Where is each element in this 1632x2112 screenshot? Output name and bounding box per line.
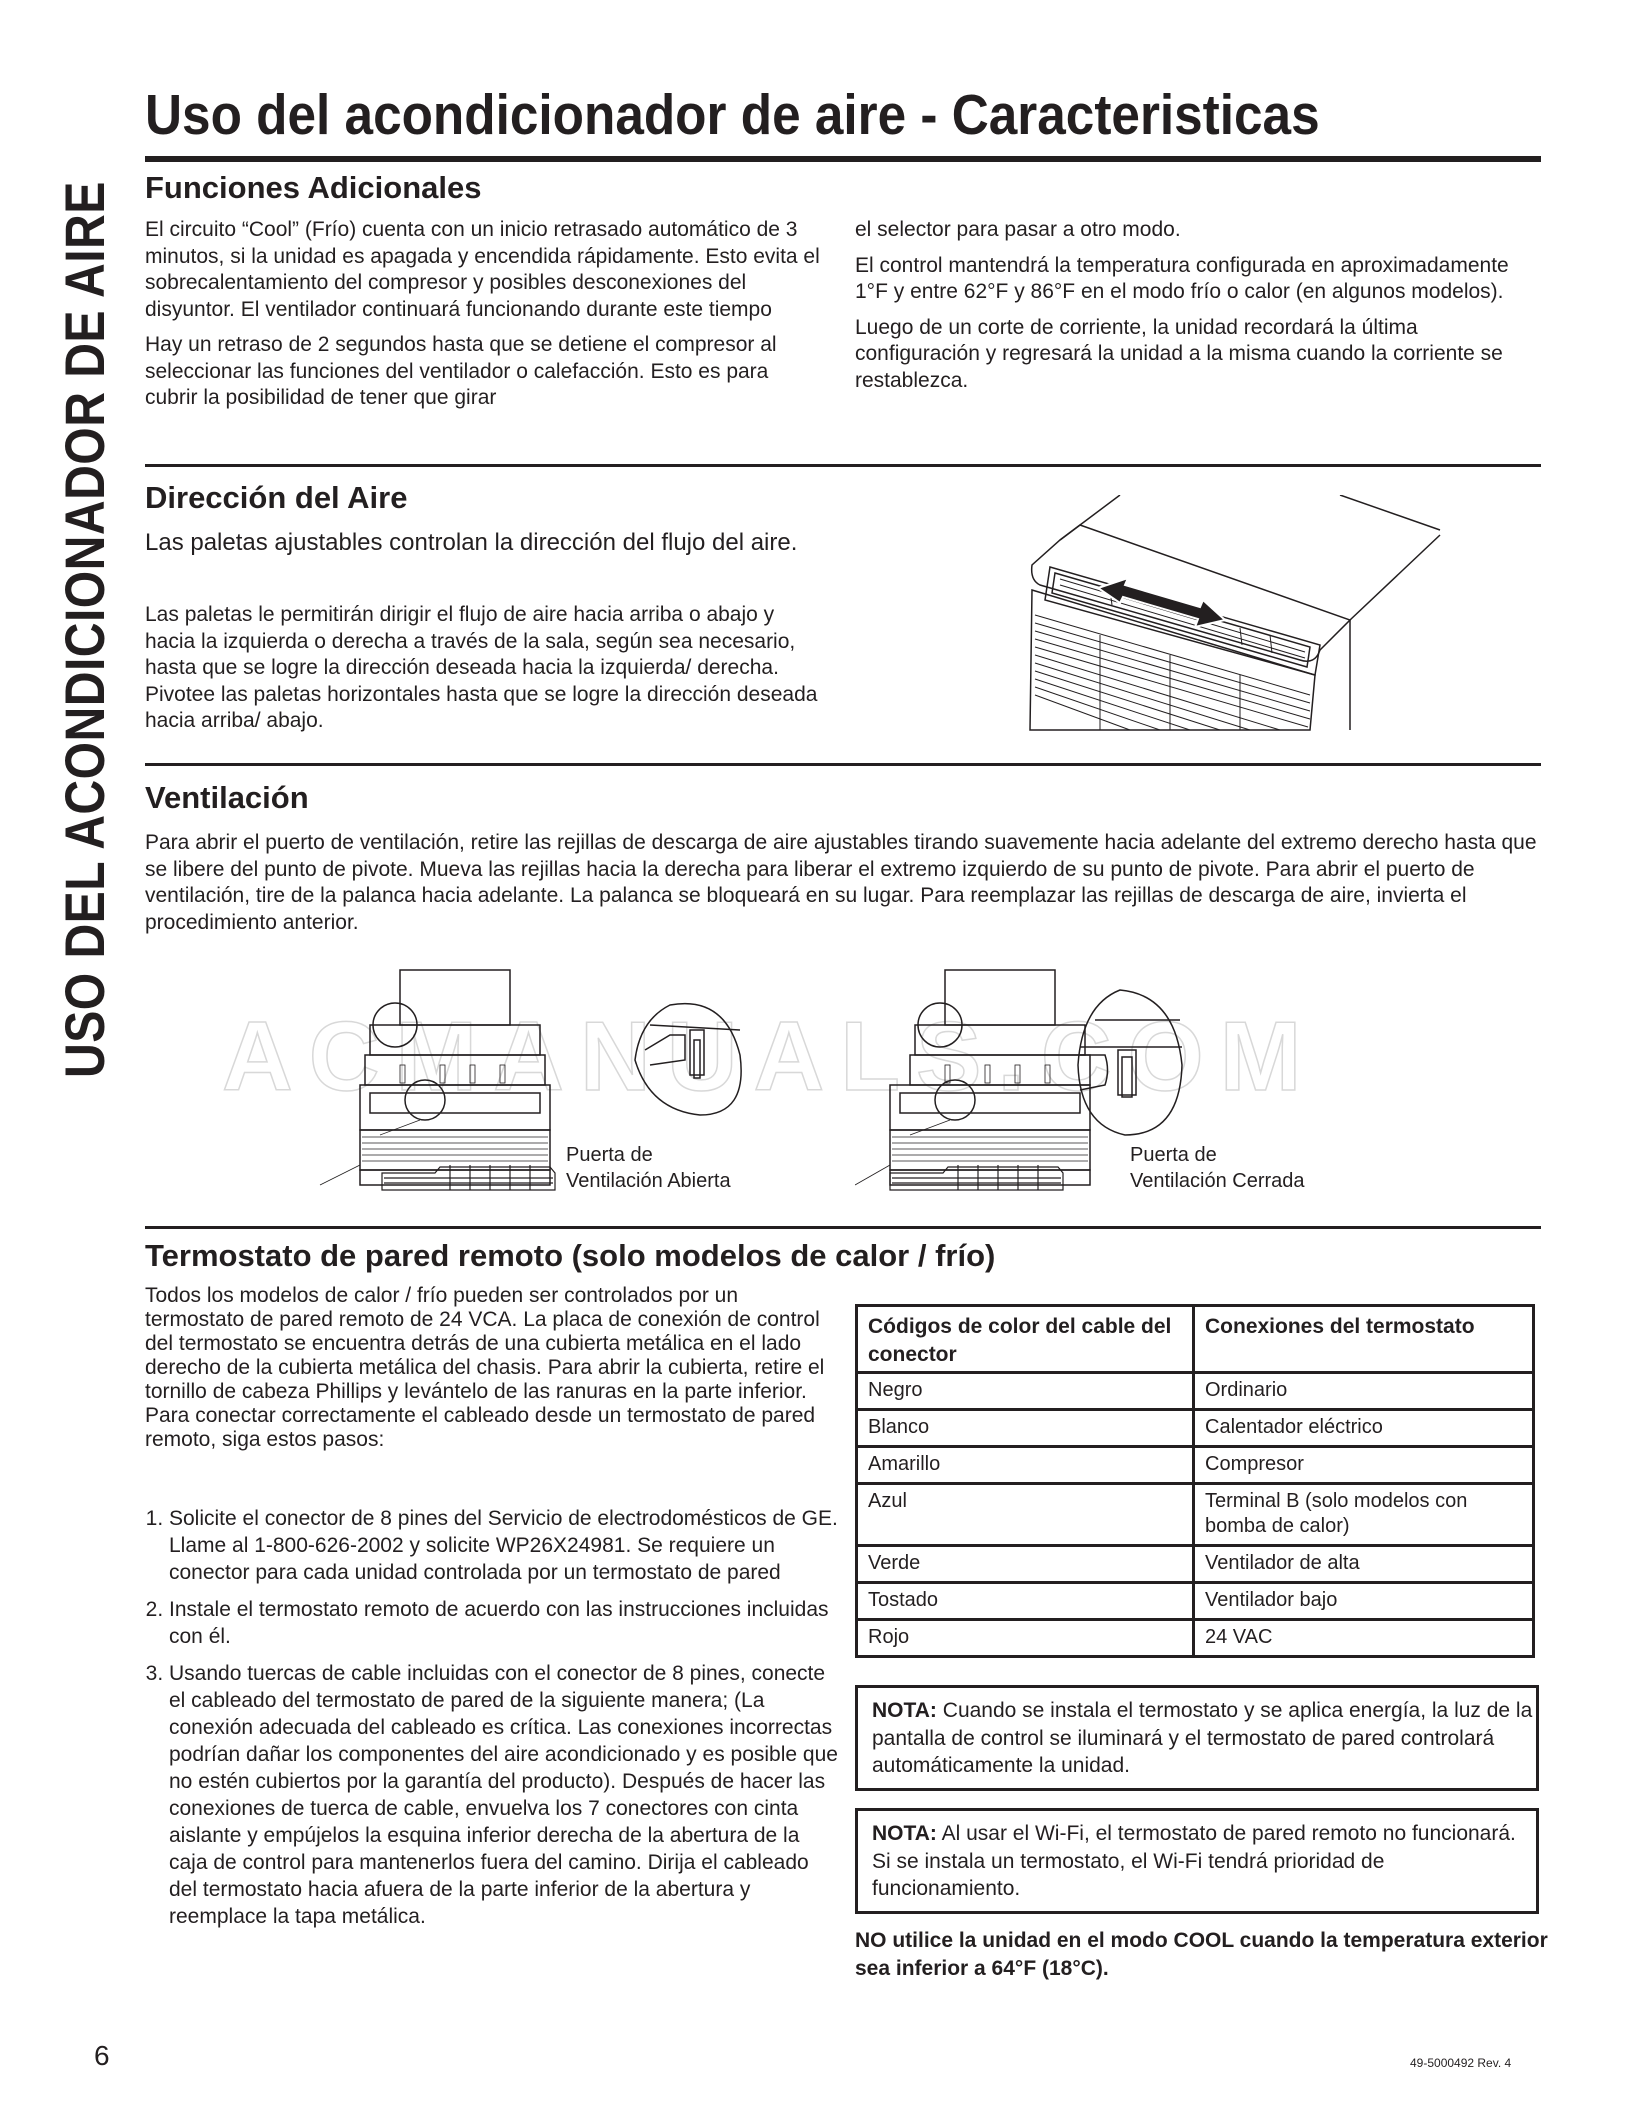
table-row (857, 1546, 1534, 1583)
heading-funciones-adicionales: Funciones Adicionales (145, 170, 482, 205)
funciones-paragraph: el selector para pasar a otro modo. (855, 218, 1181, 241)
vent-open-unit-illustration (310, 965, 555, 1190)
vent-open-detail-illustration (630, 1000, 750, 1120)
table-row (857, 1583, 1534, 1620)
section-divider (145, 763, 1541, 766)
table-cell: Tostado (857, 1583, 1194, 1620)
direccion-body: Las paletas le permitirán dirigir el flujo de aire hacia arriba o abajo y hacia la izquierda o derecha a través de la sala, según sea necesario, hasta que se logre la dirección deseada hacia la izquierda/ derecha. Pivotee las paletas horizontales hasta que se logre la dirección deseada hacia arriba/ abajo. (145, 603, 818, 732)
vent-closed-detail-illustration (1070, 985, 1190, 1140)
table-row (857, 1410, 1534, 1447)
table-cell: Verde (857, 1546, 1194, 1583)
table-header-row (857, 1306, 1534, 1373)
caption-line: Puerta de (1130, 1144, 1217, 1166)
table-cell: Negro (857, 1373, 1194, 1410)
note-text: Cuando se instala el termostato y se aplica energía, la luz de la pantalla de control se iluminará y el termostato de pared controlará automáticamente la unidad. (872, 1699, 1533, 1777)
step-item: 3. Usando tuercas de cable incluidas con el conector de 8 pines, conecte el cableado del termostato de pared de la siguiente manera; (La conexión adecuada del cableado es crítica. Las conexiones incorrectas podrían dañar los componentes del aire acondicionado y es posible que no estén cubiertos por la garantía del producto). Después de hacer las conexiones de tuerca de cable, envuelva los 7 conectores con cinta aislante y empújelos la esquina inferior derecha de la abertura de la caja de control para mantenerlos fuera del camino. Dirija el cableado del termostato hacia afuera de la parte inferior de la abertura y reemplace la tapa metálica. (169, 1660, 839, 1930)
vent-louver-open-illustration (380, 1165, 560, 1195)
step-item: 1. Solicite el conector de 8 pines del Servicio de electrodomésticos de GE. Llame al 1-800-626-2002 y solicite WP26X24981. Se requiere un conector para cada unidad controlada por un termostato de pared (169, 1505, 839, 1586)
document-id: 49-5000492 Rev. 4 (1410, 2056, 1512, 2070)
vent-louver-closed-illustration (888, 1165, 1068, 1195)
termostato-steps (145, 1505, 839, 1940)
table-header-color-codes: Códigos de color del cable del conector (857, 1306, 1194, 1373)
table-cell: Azul (857, 1484, 1194, 1546)
page-title: Uso del acondicionador de aire - Caracteristicas (145, 83, 1320, 147)
funciones-right-column (855, 217, 1515, 403)
table-cell: Ventilador de alta (1194, 1546, 1534, 1583)
table-cell: Terminal B (solo modelos con bomba de calor) (1194, 1484, 1534, 1546)
table-row (857, 1447, 1534, 1484)
funciones-left-column (145, 217, 825, 421)
termostato-intro: Todos los modelos de calor / frío pueden ser controlados por un termostato de pared remoto de 24 VCA. La placa de conexión de control del termostato se encuentra detrás de una cubierta metálica en el lado derecho de la cubierta metálica del chasis. Para abrir la cubierta, retire el tornillo de cabeza Phillips y levántelo de las ranuras en la parte inferior. Para conectar correctamente el cableado desde un termostato de pared remoto, siga estos pasos: (145, 1284, 825, 1451)
section-divider (145, 464, 1541, 467)
table-cell: Blanco (857, 1410, 1194, 1447)
heading-ventilacion: Ventilación (145, 780, 309, 815)
table-row (857, 1373, 1534, 1410)
table-cell: Ordinario (1194, 1373, 1534, 1410)
section-divider (145, 1226, 1541, 1229)
heading-termostato: Termostato de pared remoto (solo modelos de calor / frío) (145, 1238, 996, 1273)
funciones-paragraph: Luego de un corte de corriente, la unidad recordará la última configuración y regresará la unidad a la misma cuando la corriente se restablezca. (855, 315, 1503, 392)
caption-line: Ventilación Abierta (566, 1170, 731, 1192)
ventilacion-body: Para abrir el puerto de ventilación, retire las rejillas de descarga de aire ajustables tirando suavemente hacia adelante del extremo derecho hasta que se libere del punto de pivote. Mueva las rejillas hacia la derecha para liberar el extremo izquierdo de su punto de pivote. Para abrir el puerto de ventilación, tire de la palanca hacia adelante. La palanca se bloqueará en su lugar. Para reemplazar las rejillas de descarga de aire, invierta el procedimiento anterior. (145, 831, 1537, 934)
table-header-connections: Conexiones del termostato (1194, 1306, 1534, 1373)
watermark: ACMANUALS.COM (222, 1001, 1318, 1111)
step-item: 2. Instale el termostato remoto de acuerdo con las instrucciones incluidas con él. (169, 1596, 839, 1650)
title-rule (145, 156, 1541, 162)
table-cell: Ventilador bajo (1194, 1583, 1534, 1620)
side-tab-label: USO DEL ACONDICIONADOR DE AIRE (53, 181, 116, 1078)
funciones-paragraph: Hay un retraso de 2 segundos hasta que se detiene el compresor al seleccionar las funciones del ventilador o calefacción. Esto es para cubrir la posibilidad de tener que girar (145, 333, 777, 409)
cool-mode-warning: NO utilice la unidad en el modo COOL cuando la temperatura exterior sea inferior a 64°F (18°C). (855, 1929, 1548, 1980)
caption-line: Ventilación Cerrada (1130, 1170, 1305, 1192)
note-label: NOTA: (872, 1699, 937, 1722)
air-direction-illustration (1020, 495, 1540, 735)
table-cell: Rojo (857, 1620, 1194, 1657)
wire-color-table (855, 1304, 1535, 1658)
heading-direccion-aire: Dirección del Aire (145, 480, 408, 515)
funciones-paragraph: El circuito “Cool” (Frío) cuenta con un inicio retrasado automático de 3 minutos, si la unidad es apagada y encendida rápidamente. Esto evita el sobrecalentamiento del compresor y posibles desconexiones del disyuntor. El ventilador continuará funcionando durante este tiempo (145, 218, 820, 321)
funciones-paragraph: El control mantendrá la temperatura configurada en aproximadamente 1°F y entre 62°F y 86°F en el modo frío o calor (en algunos modelos). (855, 253, 1509, 303)
caption-vent-closed (1130, 1142, 1305, 1194)
direccion-intro: Las paletas ajustables controlan la dirección del flujo del aire. (145, 529, 798, 556)
note-label: NOTA: (872, 1822, 937, 1845)
table-cell: Amarillo (857, 1447, 1194, 1484)
note-text: Al usar el Wi-Fi, el termostato de pared remoto no funcionará. Si se instala un termostato, el Wi-Fi tendrá prioridad de funcionamiento. (872, 1822, 1516, 1900)
page-number: 6 (94, 2040, 110, 2071)
table-row (857, 1620, 1534, 1657)
table-cell: Calentador eléctrico (1194, 1410, 1534, 1447)
caption-vent-open (566, 1142, 731, 1194)
caption-line: Puerta de (566, 1144, 653, 1166)
note-box-wifi (855, 1808, 1539, 1914)
table-row (857, 1484, 1534, 1546)
note-box-thermostat-power (855, 1685, 1539, 1791)
vent-closed-unit-illustration (855, 965, 1100, 1190)
table-cell: 24 VAC (1194, 1620, 1534, 1657)
table-cell: Compresor (1194, 1447, 1534, 1484)
